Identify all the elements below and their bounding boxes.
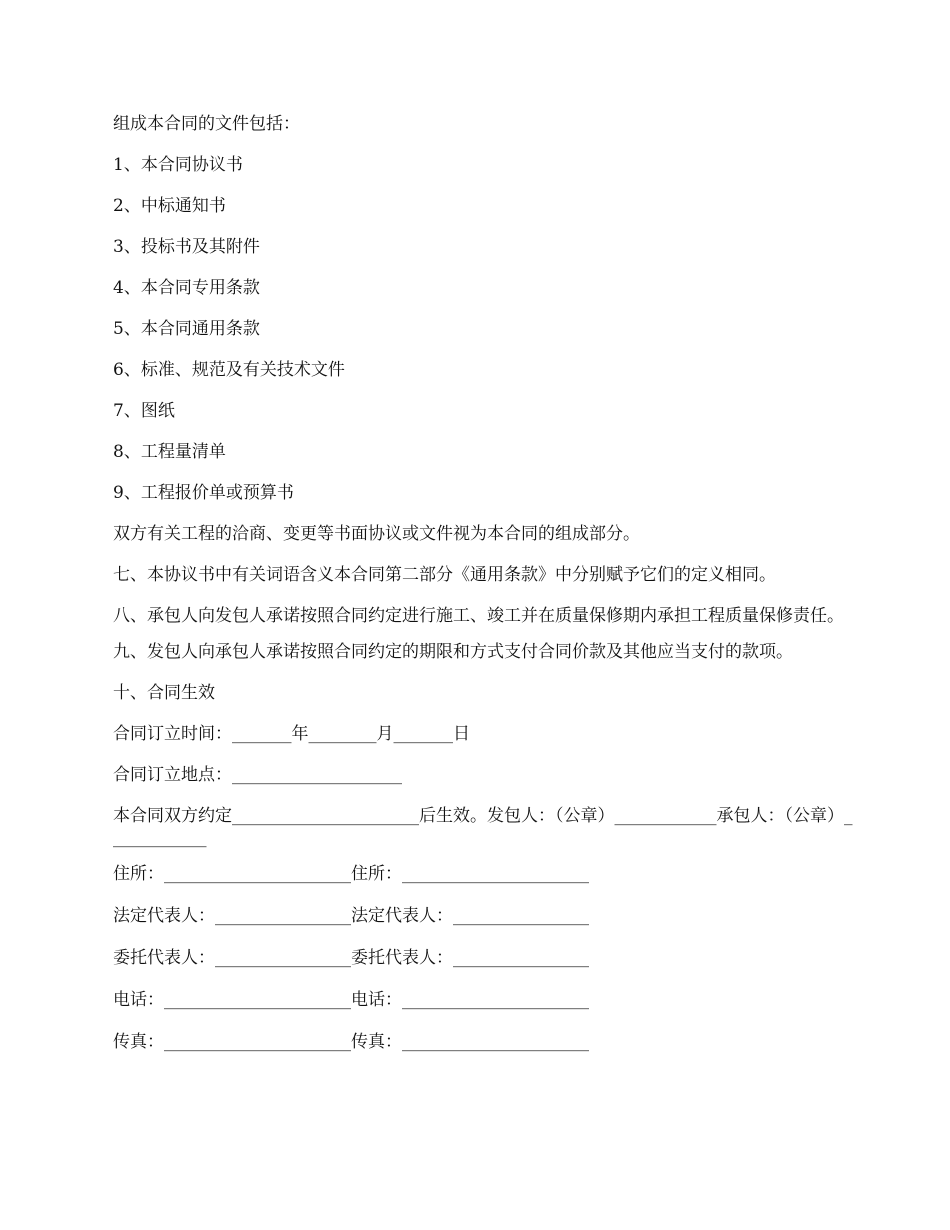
list-item: 7、图纸	[113, 401, 175, 421]
list-item: 2、中标通知书	[113, 196, 226, 216]
list-item: 8、工程量清单	[113, 442, 226, 462]
clause-eight: 八、承包人向发包人承诺按照合同约定进行施工、竣工并在质量保修期内承担工程质量保修责任。	[113, 606, 844, 626]
clause-seven: 七、本协议书中有关词语含义本合同第二部分《通用条款》中分别赋予它们的定义相同。	[113, 565, 776, 585]
list-item: 1、本合同协议书	[113, 155, 243, 175]
list-item: 4、本合同专用条款	[113, 278, 260, 298]
list-item: 5、本合同通用条款	[113, 319, 260, 339]
legal-representative-row: 法定代表人：________________法定代表人：________________	[113, 906, 589, 926]
authorized-representative-row: 委托代表人：________________委托代表人：________________	[113, 948, 589, 968]
effective-clause-line: 本合同双方约定______________________后生效。发包人：（公章）____________承包人：（公章）____________	[113, 806, 853, 848]
signing-date-line: 合同订立时间：_______年________月_______日	[113, 724, 470, 744]
list-item: 6、标准、规范及有关技术文件	[113, 360, 345, 380]
phone-row: 电话：______________________电话：______________________	[113, 990, 589, 1010]
paragraph: 双方有关工程的洽商、变更等书面协议或文件视为本合同的组成部分。	[113, 524, 640, 544]
fax-row: 传真：______________________传真：______________________	[113, 1032, 589, 1052]
section-intro: 组成本合同的文件包括：	[113, 114, 300, 134]
clause-nine: 九、发包人向承包人承诺按照合同约定的期限和方式支付合同价款及其他应当支付的款项。	[113, 642, 793, 662]
clause-ten-heading: 十、合同生效	[113, 683, 215, 703]
address-row: 住所：______________________住所：______________________	[113, 864, 589, 884]
list-item: 3、投标书及其附件	[113, 237, 260, 257]
signing-place-line: 合同订立地点：____________________	[113, 765, 402, 785]
list-item: 9、工程报价单或预算书	[113, 483, 294, 503]
document-body	[113, 113, 853, 1073]
